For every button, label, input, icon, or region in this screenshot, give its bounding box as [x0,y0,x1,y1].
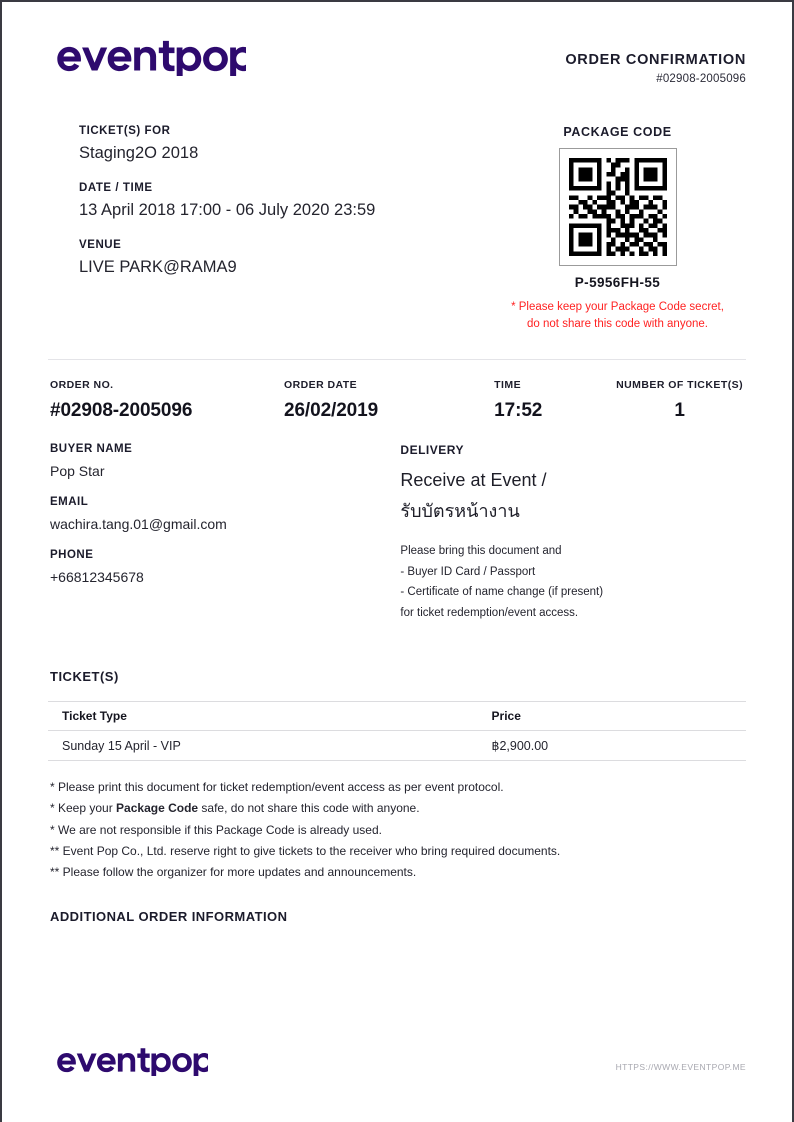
delivery-label: DELIVERY [400,443,464,457]
additional-order-information-title: ADDITIONAL ORDER INFORMATION [50,909,288,925]
package-code-warning [496,299,739,333]
delivery-instructions [400,541,746,623]
table-row [48,731,746,761]
ticket-price-cell: ฿2,900.00 [478,731,746,761]
ticket-count-label: NUMBER OF TICKET(S) [616,379,744,391]
buyer-delivery-row [48,443,746,623]
ticket-count-cell [613,379,746,422]
buyer-phone-group [50,549,400,585]
note-2-post: safe, do not share this code with anyone. [198,801,420,816]
order-no-label: ORDER NO. [50,379,114,391]
order-time-label: TIME [494,379,522,391]
buyer-email-value: wachira.tang.01@gmail.com [50,516,227,532]
column-header-ticket-type: Ticket Type [48,702,478,731]
buyer-name-value: Pop Star [50,463,105,479]
tickets-header-row [48,702,746,731]
qr-code-icon [559,148,677,266]
tickets-for-label: TICKET(S) FOR [79,125,171,137]
date-time-label: DATE / TIME [79,182,153,194]
delivery-note-line-4: for ticket redemption/event access. [400,606,579,619]
note-line-5: ** Please follow the organizer for more updates and announcements. [50,865,417,880]
ticket-count-value: 1 [674,400,685,421]
header-order-info [565,38,746,85]
delivery-note-line-3: - Certificate of name change (if present) [400,586,604,598]
package-warning-line-2: do not share this code with anyone. [527,318,708,330]
tickets-table-head [48,702,746,731]
event-and-package-row [48,125,746,333]
order-date-value: 26/02/2019 [283,400,379,421]
footer-url: HTTPS://WWW.EVENTPOP.ME [615,1062,746,1072]
buyer-name-label: BUYER NAME [50,443,133,455]
eventpop-footer-logo [48,1046,208,1076]
header-order-number: #02908-2005096 [656,73,746,85]
event-info-block [48,125,468,333]
buyer-email-label: EMAIL [50,496,89,508]
page-content [48,2,746,1122]
ticket-type-cell: Sunday 15 April - VIP [48,731,478,761]
note-line-4: ** Event Pop Co., Ltd. reserve right to give tickets to the receiver who bring required documents. [50,843,561,858]
delivery-method-line-2: รับบัตรหน้างาน [400,501,520,521]
delivery-method-line-1: Receive at Event / [400,470,547,490]
venue-value: LIVE PARK@RAMA9 [79,258,237,276]
buyer-email-group [50,496,400,532]
buyer-phone-value: +66812345678 [50,569,144,585]
delivery-note-line-2: - Buyer ID Card / Passport [400,565,536,578]
package-warning-line-1: * Please keep your Package Code secret, [511,301,724,313]
document-header [48,2,746,85]
delivery-method [400,465,746,527]
note-line-2 [50,798,746,819]
tickets-section-title: TICKET(S) [50,669,119,684]
order-date-cell [284,379,494,422]
column-header-price: Price [478,702,746,731]
eventpop-logo [48,38,246,76]
order-meta-row [48,379,746,422]
buyer-phone-label: PHONE [50,549,94,561]
order-date-label: ORDER DATE [283,379,358,391]
package-code-value: P-5956FH-55 [574,275,661,290]
note-line-3: * We are not responsible if this Package Code is already used. [50,822,382,837]
order-time-cell [494,379,613,422]
document-footer [48,1046,746,1076]
buyer-info-block [50,443,400,623]
note-2-bold: Package Code [116,801,199,816]
notes-block [48,777,746,883]
tickets-for-group [79,125,468,163]
date-time-group [79,182,468,220]
note-line-1: * Please print this document for ticket redemption/event access as per event protocol. [50,780,504,794]
delivery-note-line-1: Please bring this document and [400,545,562,557]
tickets-table [48,701,746,761]
date-time-value: 13 April 2018 17:00 - 06 July 2020 23:59 [79,201,376,219]
venue-label: VENUE [79,239,122,251]
tickets-for-value: Staging2O 2018 [79,144,199,162]
delivery-info-block [400,443,746,623]
order-time-value: 17:52 [494,400,543,421]
order-no-cell [50,379,284,422]
package-code-block [496,125,746,333]
order-no-value: #02908-2005096 [50,400,193,421]
tickets-table-body [48,731,746,761]
package-code-label: PACKAGE CODE [563,125,672,139]
section-divider-top [48,359,746,360]
venue-group [79,239,468,277]
buyer-name-group [50,443,400,479]
page-title: ORDER CONFIRMATION [565,52,746,68]
note-2-pre: * Keep your [50,801,117,816]
